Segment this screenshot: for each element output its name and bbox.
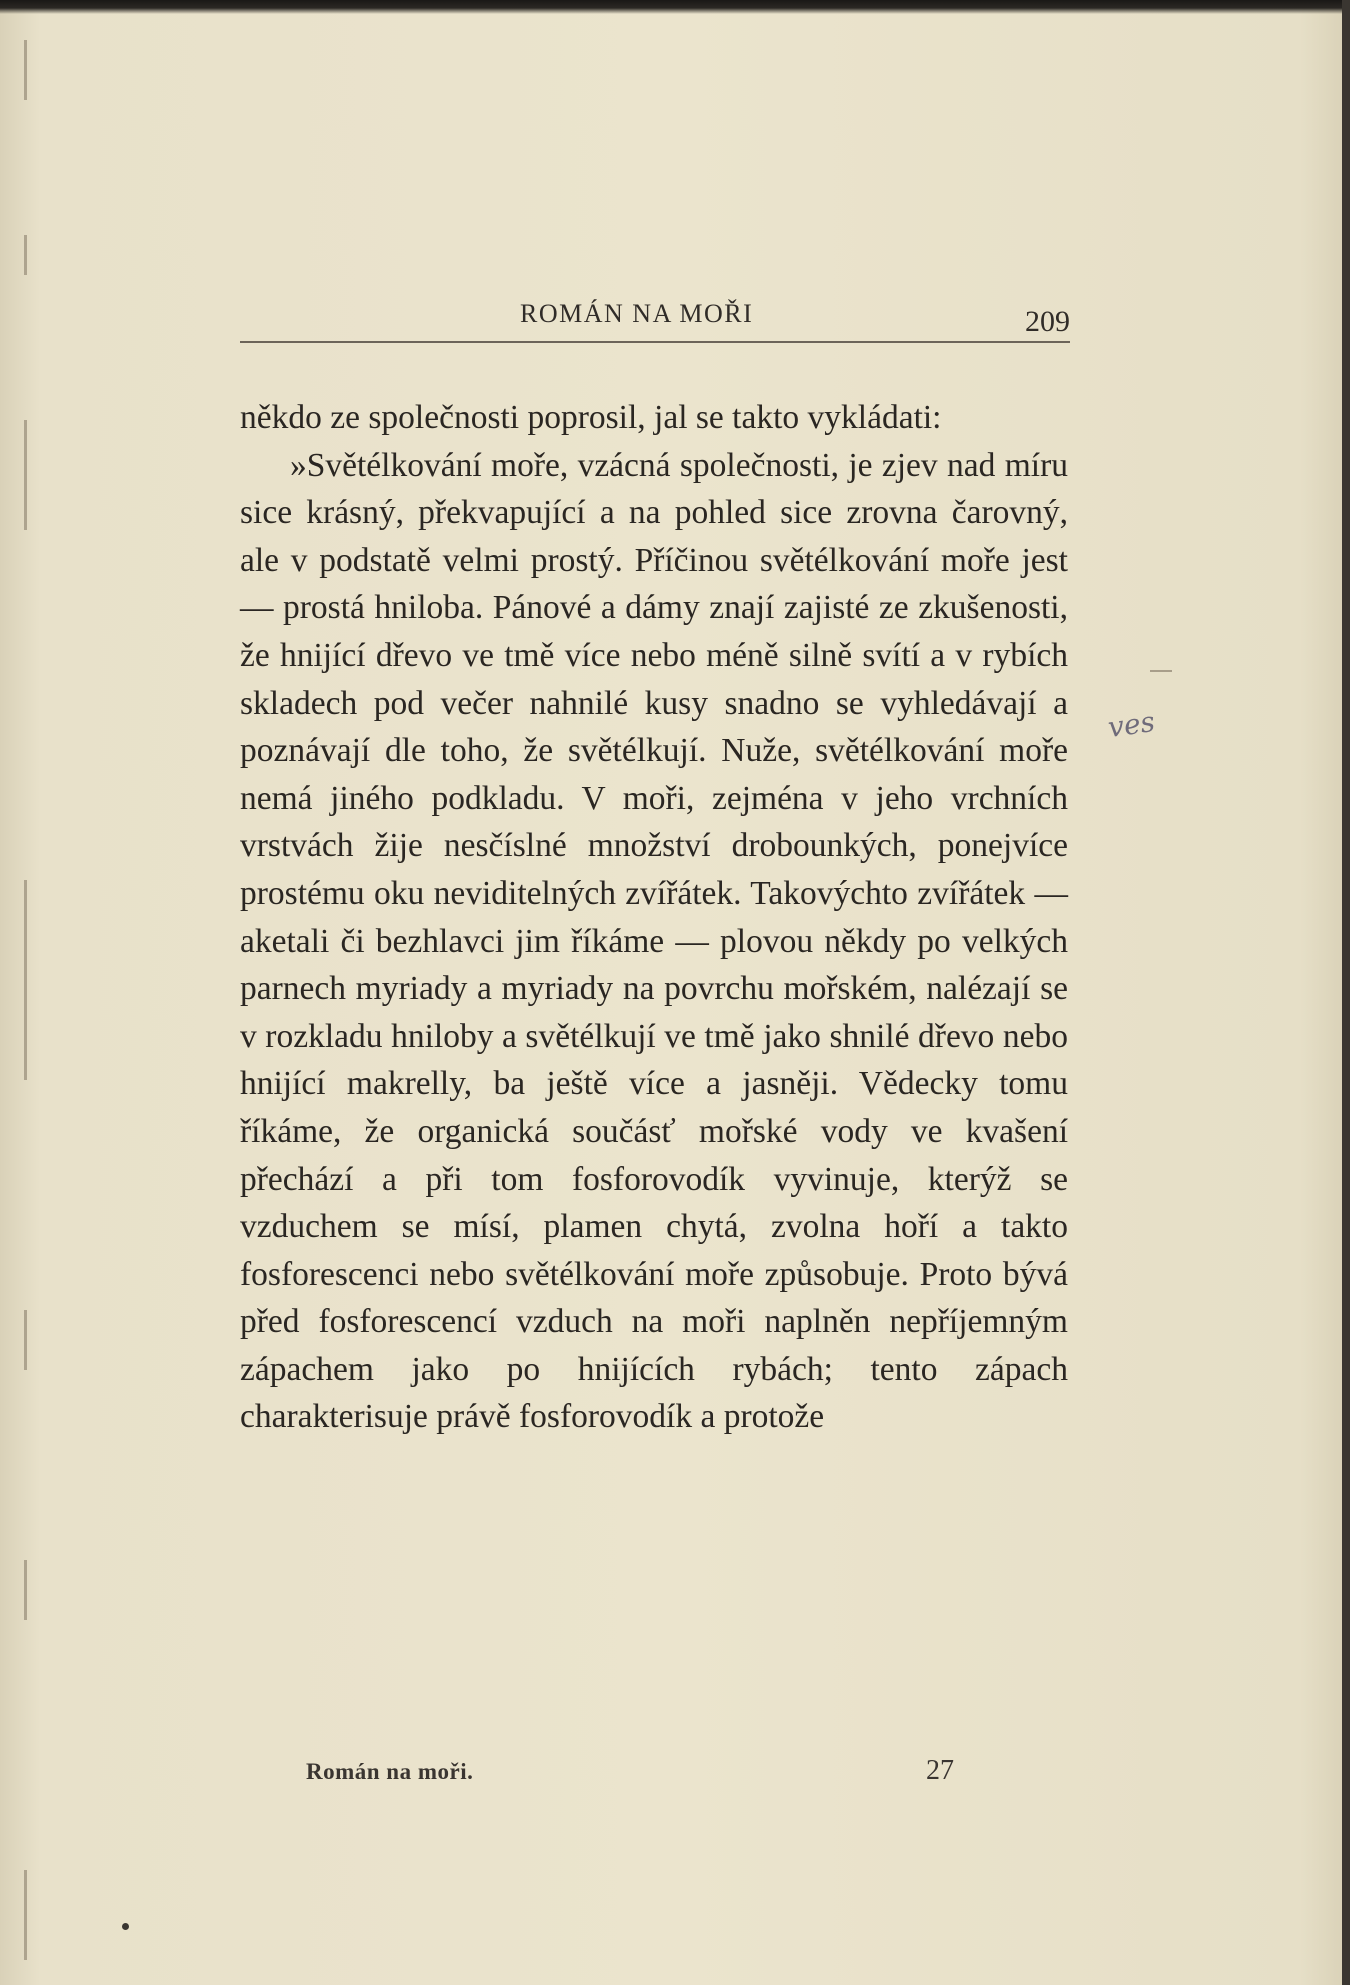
page-header — [240, 295, 1070, 343]
header-rule — [240, 341, 1070, 343]
paragraph-speech: »Světélkování moře, vzácná společnosti, je zjev nad míru sice krásný, překvapující a na pohled sice zrovna čarovný, ale v podstatě velmi prostý. Příčinou světélkování moře jest — prostá hniloba. Pánové a dámy znají zajisté ze zkušenosti, že hnijící dřevo ve tmě více nebo méně silně svítí a v rybích skladech pod večer nahnilé kusy snadno se vyhledávají a poznávají dle toho, že světélkují. Nuže, světélkování moře nemá jiného podkladu. V moři, zejména v jeho vrchních vrstvách žije nesčíslné množství drobounkých, ponejvíce prostému oku neviditelných zvířátek. Takovýchto zvířátek — aketali či bezhlavci jim říkáme — plovou někdy po velkých parnech myriady a myriady na povrchu mořském, nalézají se v rozkladu hniloby a světélkují ve tmě jako shnilé dřevo nebo hnijící makrelly, ba ještě více a jasněji. Vědecky tomu říkáme, že organická součásť mořské vody ve kvašení přechází a při tom fosforovodík vyvinuje, kterýž se vzduchem se mísí, plamen chytá, zvolna hoří a takto fosforescenci nebo světélkování moře způsobuje. Proto bývá před fosforescencí vzduch na moři naplněn nepříjemným zápachem jako po hnijících rybách; tento zápach charakterisuje právě fosforovodík a protože — [240, 446, 1068, 1436]
scan-right-edge — [1342, 0, 1350, 1985]
scan-top-edge — [0, 0, 1350, 14]
handwritten-margin-note: ves — [1105, 704, 1157, 745]
running-title: ROMÁN NA MOŘI — [520, 299, 754, 328]
body-text — [240, 394, 1068, 1441]
signature-mark: Román na moři. — [306, 1759, 474, 1784]
margin-pencil-dash — [1150, 670, 1172, 672]
paragraph-continuation: někdo ze společnosti poprosil, jal se takto vykládati: — [240, 399, 942, 436]
page-footer — [306, 1755, 966, 1795]
binding-marks — [24, 20, 30, 1970]
page-number: 209 — [1025, 305, 1070, 338]
scan-dot — [122, 1923, 129, 1930]
signature-number: 27 — [926, 1755, 954, 1786]
